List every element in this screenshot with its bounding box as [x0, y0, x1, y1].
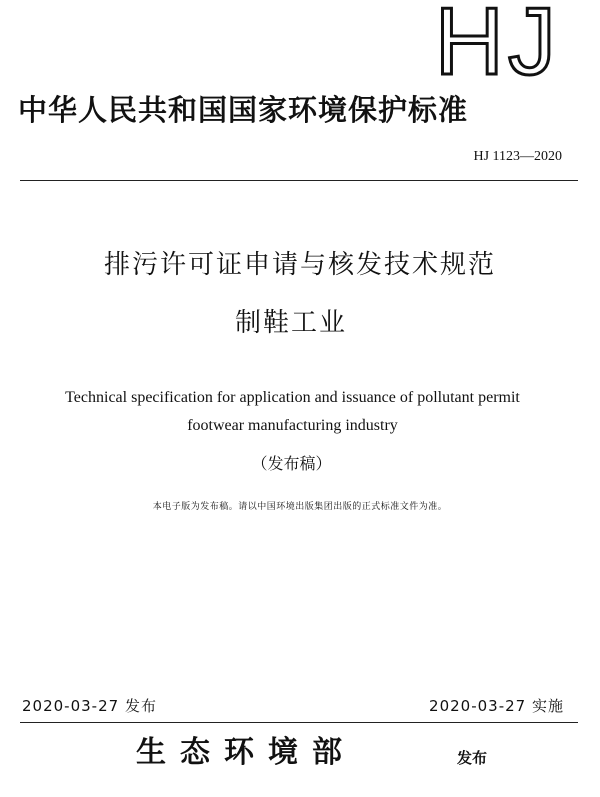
issue-date: 2020-03-27 发布 — [22, 697, 157, 715]
document-subtitle: 制鞋工业 — [234, 308, 347, 338]
document-title: 排污许可证申请与核发技术规范 — [103, 250, 496, 280]
english-title-line-2: footwear manufacturing industry — [187, 417, 398, 434]
ministry-title: 中华人民共和国国家环境保护标准 — [18, 93, 469, 127]
implementation-date: 2020-03-27 实施 — [429, 697, 564, 715]
top-divider — [20, 180, 578, 181]
draft-label: （发布稿） — [251, 454, 332, 473]
bottom-divider — [20, 722, 578, 723]
standard-number: HJ 1123—2020 — [473, 149, 562, 164]
english-title-line-1: Technical specification for application and issuance of pollutant permit — [65, 389, 520, 406]
hj-logo: HJ — [434, 0, 560, 95]
issue-label: 发布 — [457, 749, 488, 767]
issuing-authority: 生态环境部 — [136, 735, 356, 770]
electronic-version-notice: 本电子版为发布稿。请以中国环境出版集团出版的正式标准文件为准。 — [152, 502, 448, 512]
